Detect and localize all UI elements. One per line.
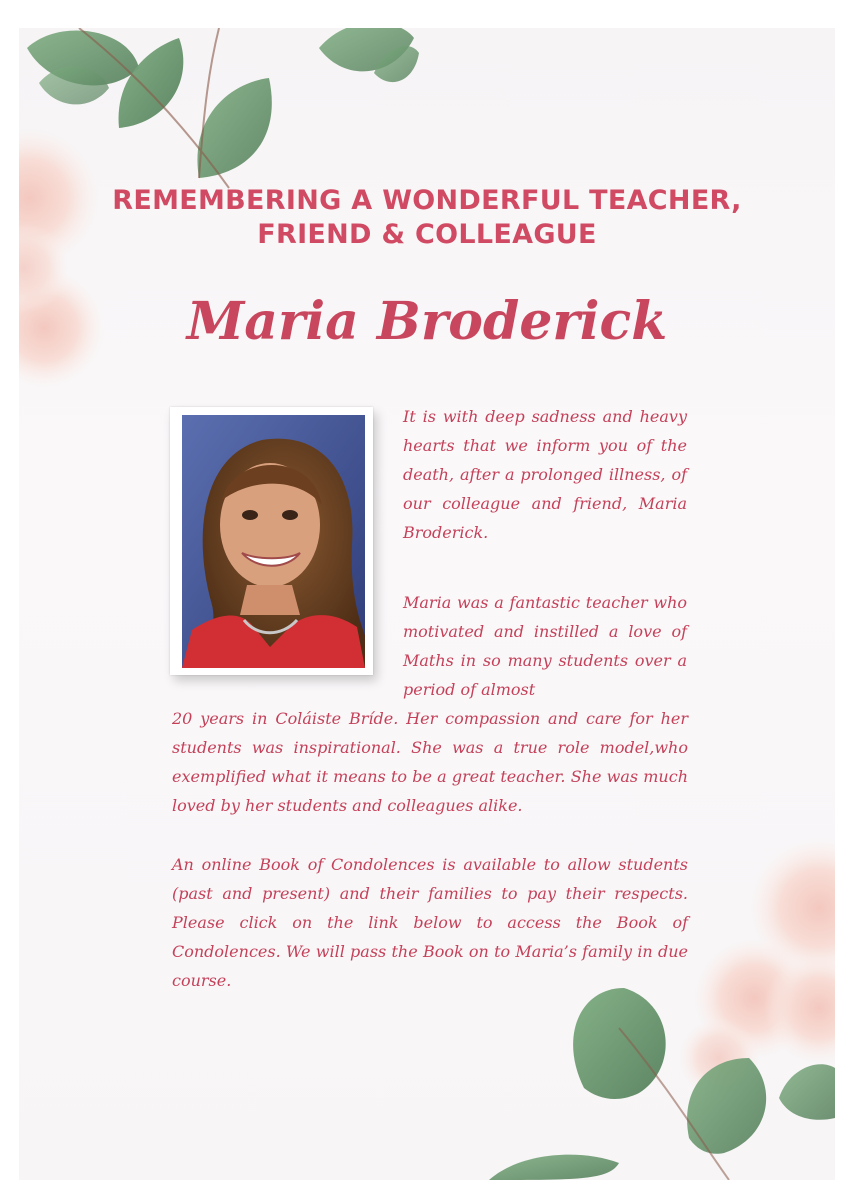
heading-line-1: REMEMBERING A WONDERFUL TEACHER, xyxy=(112,185,742,216)
paragraph-2-continued: 20 years in Coláiste Bríde. Her compassion and care for her students was inspirational. She was a true role model,who exemplified what it means to be a great teacher. She was much loved by her students and colleagues alike. xyxy=(172,709,688,815)
paragraph-1: It is with deep sadness and heavy hearts that we inform you of the death, after a prolonged illness, of our colleague and friend, Maria Broderick. xyxy=(403,407,687,542)
photo-frame xyxy=(170,407,373,675)
portrait-photo xyxy=(182,415,365,668)
memorial-page xyxy=(19,28,835,1180)
paragraph-2-start: Maria was a fantastic teacher who motivated and instilled a love of Maths in so many students over a period of almost xyxy=(403,593,687,699)
page-heading xyxy=(19,184,835,252)
pink-roses-right xyxy=(679,838,835,1098)
heading-line-2: FRIEND & COLLEAGUE xyxy=(257,219,597,250)
paragraph-3: An online Book of Condolences is available to allow students (past and present) and their families to pay their respects. Please click on the link below to access the Book of Condolences. We will pass the Book on to Maria’s family in due course. xyxy=(172,855,688,990)
person-name: Maria Broderick xyxy=(186,291,668,352)
eucalyptus-leaves-top xyxy=(27,28,419,178)
